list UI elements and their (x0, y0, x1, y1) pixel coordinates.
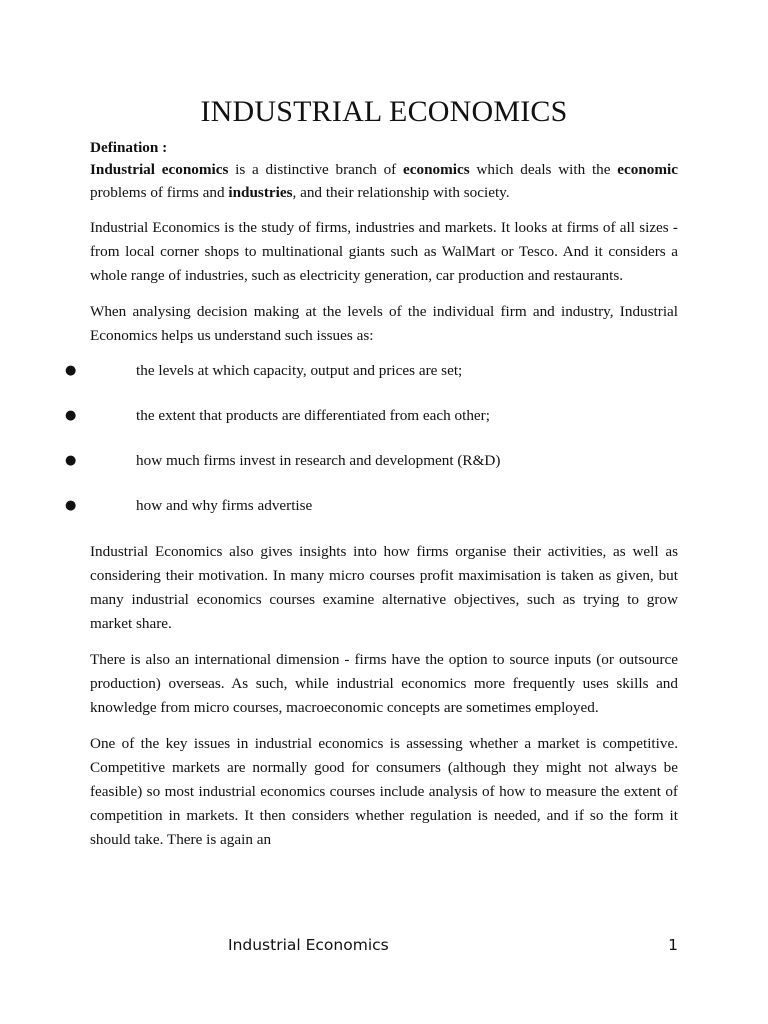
footer-title: Industrial Economics (228, 936, 389, 954)
bullet-text: the levels at which capacity, output and prices are set; (136, 362, 463, 379)
bullet-text: the extent that products are differentiated from each other; (136, 407, 490, 424)
definition-segment: problems of firms and (90, 184, 229, 201)
bullet-item (65, 360, 678, 381)
bullet-item (65, 450, 678, 471)
definition-segment: is a distinctive branch of (228, 161, 403, 178)
document-title: INDUSTRIAL ECONOMICS (200, 95, 568, 128)
bullet-icon: ● (65, 453, 77, 468)
bullet-icon: ● (65, 408, 77, 423)
paragraph-insights: Industrial Economics also gives insights into how firms organise their activities, as well as considering their motivation. In many micro courses profit maximisation is taken as given, but many industrial economics courses examine alternative objectives, such as trying to grow market share. (90, 543, 678, 632)
bullet-item (65, 405, 678, 426)
bullet-item (65, 495, 678, 516)
definition-segment: , and their relationship with society. (292, 184, 510, 201)
document-page (65, 92, 678, 864)
definition-keyword: economic (617, 161, 678, 178)
definition-keyword: economics (403, 161, 470, 178)
paragraph-study-of-firms: Industrial Economics is the study of firms, industries and markets. It looks at firms of all sizes - from local corner shops to multinational giants such as WalMart or Tesco. And it considers a whole range of industries, such as electricity generation, car production and restaurants. (90, 219, 678, 284)
paragraph-competition: One of the key issues in industrial economics is assessing whether a market is competitive. Competitive markets are normally good for consumers (although they might not always be feasible) so most industrial economics courses include analysis of how to measure the extent of competition in markets. It then considers whether regulation is needed, and if so the form it should take. There is again an (90, 735, 678, 848)
paragraph-decision-making: When analysing decision making at the levels of the individual firm and industry, Industrial Economics helps us understand such issues as: (90, 303, 678, 344)
page-number: 1 (668, 936, 678, 954)
bullet-text: how and why firms advertise (136, 497, 313, 514)
page-footer (228, 934, 678, 956)
definition-keyword: industries (228, 184, 293, 201)
issues-bullet-list (65, 360, 678, 516)
bullet-icon: ● (65, 363, 77, 378)
definition-heading: Defination : (90, 139, 168, 156)
definition-text (90, 158, 678, 204)
definition-term: Industrial economics (90, 161, 229, 178)
bullet-icon: ● (65, 498, 77, 513)
definition-segment: which deals with the (469, 161, 618, 178)
paragraph-international: There is also an international dimension - firms have the option to source inputs (or outsource production) overseas. As such, while industrial economics more frequently uses skills and knowledge from micro courses, macroeconomic concepts are sometimes employed. (90, 651, 678, 716)
bullet-text: how much firms invest in research and development (R&D) (136, 452, 501, 469)
